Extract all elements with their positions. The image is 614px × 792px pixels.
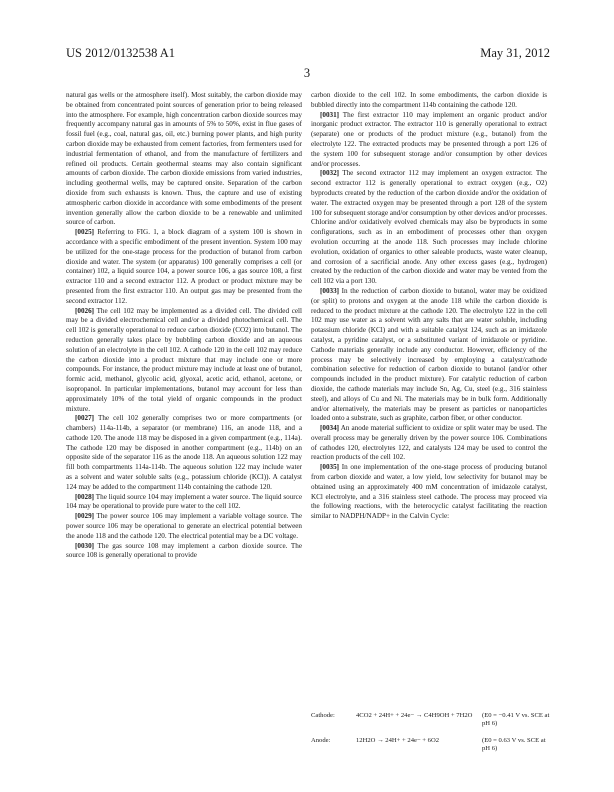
paragraph-0 [66, 91, 302, 228]
equation-label: Cathode: [311, 712, 335, 719]
paragraph-text: The gas source 108 may implement a carbon dioxide source. The source 108 is generally operational to provide [66, 541, 303, 560]
left-column [66, 91, 302, 561]
equation-reaction: 12H2O → 24H+ + 24e− + 6O2 [356, 737, 440, 744]
paragraph-0032 [311, 169, 547, 287]
paragraph-number: [0030] [75, 541, 95, 550]
paragraph-0025 [66, 228, 302, 306]
paragraph-0027 [66, 414, 302, 492]
paragraph-0034 [311, 424, 547, 463]
publication-date: May 31, 2012 [480, 46, 550, 60]
paragraph-text: The power source 106 may implement a variable voltage source. The power source 106 may be operational to generate an electrical potential between the anode 118 and the cathode 120. The electrical potential may be a DC voltage. [66, 512, 302, 540]
paragraph-number: [0029] [75, 512, 95, 521]
paragraph-number: [0031] [320, 110, 340, 119]
paragraph-text: In the reduction of carbon dioxide to butanol, water may be oxidized (or split) to protons and oxygen at the anode 118 while the carbon dioxide is reduced to the product mixture at the cathode 120. The electrolyte 122 in the cell 102 may use water as a solvent with any salts that are water soluble, including potassium chloride (KCl) and with a suitable catalyst 124, such as an imidazole catalyst, a pyridine catalyst, or a substituted variant of imidazole or pyridine. Cathode materials generally include any conductor. However, efficiency of the process may be selectively increased by employing a catalyst/cathode combination selective for reduction of carbon dioxide to butanol (and/or other compounds included in the product mixture). For catalytic reduction of carbon dioxide, the cathode materials may include Sn, Ag, Cu, steel (e.g., 316 stainless steel), and alloys of Cu and Ni. The materials may be in bulk form. Additionally and/or alternatively, the materials may be present as particles or nanoparticles loaded onto a substrate, such as graphite, carbon fiber, or other conductor. [311, 286, 547, 423]
equation-label: Anode: [311, 737, 331, 744]
anode-equation [311, 737, 551, 762]
paragraph-text: An anode material sufficient to oxidize or split water may be used. The overall process may be generally driven by the power source 106. Combinations of cathodes 120, electrolytes 122, and catalysts 124 may be used to control the reaction products of the cell 102. [311, 424, 547, 462]
paragraph-text: The second extractor 112 may implement an oxygen extractor. The second extractor 112 is generally operational to extract oxygen (e.g., O2) byproducts created by the reduction of the carbon dioxide and/or the oxidation of water. The extracted oxygen may be presented through a port 128 of the system 100 for subsequent storage and/or consumption by other devices and/or processes. Chlorine and/or oxidatively evolved chemicals may also be byproducts in some configurations, such as in an embodiment of processes other than oxygen evolution occurring at the anode 118. Such processes may include chlorine evolution, oxidation of organics to other saleable products, waste water cleanup, and corrosion of a sacrificial anode. Any other excess gases (e.g., hydrogen) created by the reduction of the carbon dioxide and water may be vented from the cell 102 via a port 130. [311, 169, 547, 286]
paragraph-0029 [66, 512, 302, 541]
paragraph-number: [0034] [320, 424, 340, 433]
paragraph-number: [0026] [75, 306, 95, 315]
paragraph-0035 [311, 463, 547, 522]
paragraph-text: The liquid source 104 may implement a water source. The liquid source 104 may be operational to provide pure water to the cell 102. [66, 492, 302, 511]
paragraph-number: [0033] [320, 286, 340, 295]
publication-number: US 2012/0132538 A1 [66, 46, 176, 60]
reaction-equations [311, 712, 551, 762]
page-number: 3 [303, 66, 311, 80]
paragraph-text: In one implementation of the one-stage process of producing butanol from carbon dioxide and water, a low yield, low selectivity for butanol may be obtained using an approximately 400 mM concentration of imidazole catalyst, KCl electrolyte, and a 316 stainless steel cathode. The process may proceed via the following reactions, with the heterocyclic catalyst facilitating the reaction similar to NADPH/NADP+ in the Calvin Cycle: [311, 463, 547, 521]
paragraph-continued [311, 91, 547, 111]
paragraph-0033 [311, 287, 547, 424]
paragraph-0030 [66, 542, 302, 562]
paragraph-text: The cell 102 generally comprises two or more compartments (or chambers) 114a-114b, a separator (or membrane) 116, an anode 118, and a cathode 120. The anode 118 may be disposed in a given compartment (e.g., 114a). The cathode 120 may be disposed in another compartment (e.g., 114b) on an opposite side of the separator 116 as the anode 118. An aqueous solution 122 may fill both compartments 114a-114b. The aqueous solution 122 may include water as a solvent and water soluble salts (e.g., potassium chloride (KCl)). A catalyst 124 may be added to the compartment 114b containing the cathode 120. [66, 414, 303, 491]
paragraph-number: [0032] [320, 169, 340, 178]
cathode-equation [311, 712, 551, 737]
paragraph-0026 [66, 307, 302, 415]
paragraph-number: [0027] [75, 414, 95, 423]
equation-reaction: 4CO2 + 24H+ + 24e− → C4H9OH + 7H2O [356, 712, 473, 719]
paragraph-number: [0035] [320, 463, 340, 472]
equation-potential: (E0 = −0.41 V vs. SCE at pH 6) [482, 712, 550, 728]
paragraph-text: The first extractor 110 may implement an organic product and/or inorganic product extractor. The extractor 110 is generally operational to extract (separate) one or products of the product mixture (e.g., butanol) from the electrolyte 122. The extracted products may be presented through a port 126 of the system 100 for subsequent storage and/or consumption by other devices and/or processes. [311, 110, 547, 168]
paragraph-text: natural gas wells or the atmosphere itself). Most suitably, the carbon dioxide may be obtained from concentrated point sources of generation prior to being released into the atmosphere. For example, high concentration carbon dioxide sources may frequently accompany natural gas in amounts of 5% to 50%, exist in flue gases of fossil fuel (e.g., coal, natural gas, oil, etc.) burning power plants, and high purity carbon dioxide may be exhausted from cement factories, from fermenters used for industrial fermentation of ethanol, and from the manufacture of fertilizers and refined oil products. Certain geothermal steams may also contain significant amounts of carbon dioxide. The carbon dioxide emissions from varied industries, including geothermal wells, may be captured onsite. Separation of the carbon dioxide from such exhausts is known. Thus, the capture and use of existing atmospheric carbon dioxide in accordance with some embodiments of the present invention generally allow the carbon dioxide to be a renewable and unlimited source of carbon. [66, 91, 302, 227]
paragraph-0028 [66, 493, 302, 513]
paragraph-number: [0028] [75, 492, 95, 501]
paragraph-text: carbon dioxide to the cell 102. In some embodiments, the carbon dioxide is bubbled directly into the compartment 114b containing the cathode 120. [311, 91, 547, 109]
paragraph-number: [0025] [75, 228, 95, 237]
right-column [311, 91, 547, 522]
paragraph-text: Referring to FIG. 1, a block diagram of a system 100 is shown in accordance with a specific embodiment of the present invention. System 100 may be utilized for the one-stage process for the production of butanol from carbon dioxide and water. The system (or apparatus) 100 generally comprises a cell (or container) 102, a liquid source 104, a power source 106, a gas source 108, a first extractor 110 and a second extractor 112. A product or product mixture may be presented from the first extractor 110. An output gas may be presented from the second extractor 112. [66, 228, 302, 305]
equation-potential: (E0 = 0.63 V vs. SCE at pH 6) [482, 737, 546, 753]
paragraph-text: The cell 102 may be implemented as a divided cell. The divided cell may be a divided electrochemical cell and/or a divided photochemical cell. The cell 102 is generally operational to reduce carbon dioxide (CO2) into butanol. The reduction generally takes place by bubbling carbon dioxide and an aqueous solution of an electrolyte in the cell 102. A cathode 120 in the cell 102 may reduce the carbon dioxide into a product mixture that may include one or more compounds. For instance, the product mixture may include at least one of butanol, formic acid, methanol, glycolic acid, glyoxal, acetic acid, ethanol, acetone, or isopropanol. In particular implementations, butanol may account for less than approximately 10% of the total yield of organic compounds in the product mixture. [66, 306, 302, 413]
page-header [66, 46, 550, 62]
paragraph-0031 [311, 111, 547, 170]
